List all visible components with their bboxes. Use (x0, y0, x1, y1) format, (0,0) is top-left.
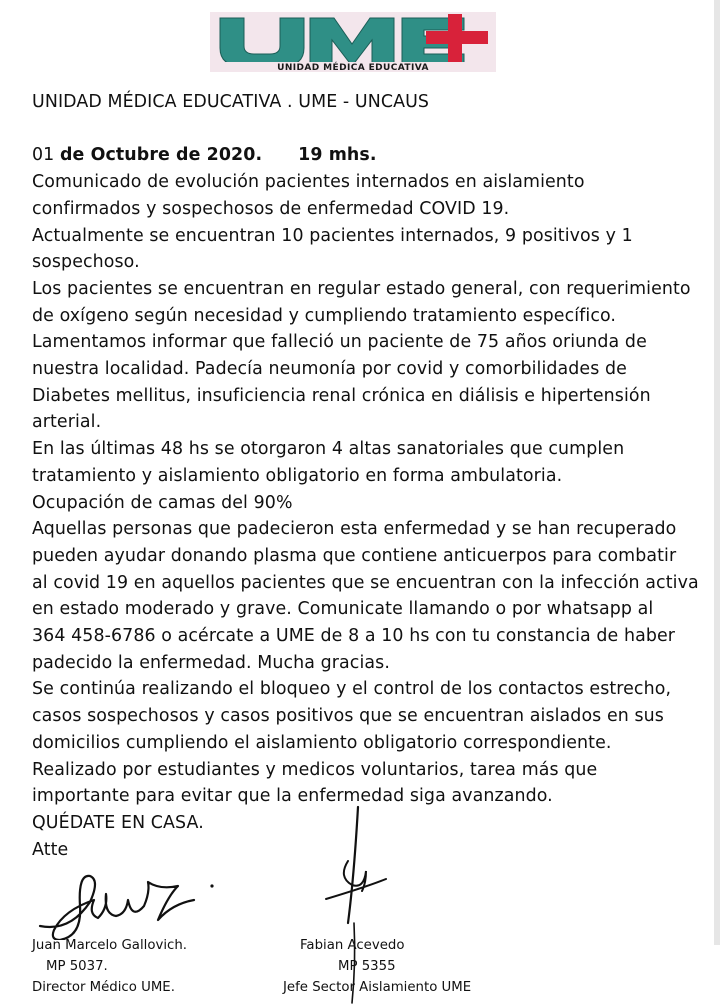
logo-subtitle: UNIDAD MÉDICA EDUCATIVA (277, 63, 429, 72)
body-line: Ocupación de camas del 90% (32, 492, 293, 513)
ume-logo (210, 12, 496, 72)
communique-lines (32, 169, 716, 863)
body-line: al covid 19 en aquellos pacientes que se encuentran con la infección activa (32, 572, 699, 593)
date-day: 01 (32, 145, 55, 166)
signature-right (283, 935, 471, 998)
body-line: QUÉDATE EN CASA. (32, 812, 204, 833)
institution-title: UNIDAD MÉDICA EDUCATIVA . UME - UNCAUS (32, 92, 430, 112)
body-line: 364 458-6786 o acércate a UME de 8 a 10 hs con tu constancia de haber (32, 626, 676, 647)
signer-mp: MP 5037. (46, 959, 108, 974)
body-line: En las últimas 48 hs se otorgaron 4 altas sanatoriales que cumplen (32, 439, 625, 460)
body-line: de oxígeno según necesidad y cumpliendo tratamiento específico. (32, 305, 617, 326)
body-line: nuestra localidad. Padecía neumonía por covid y comorbilidades de (32, 359, 627, 380)
body-line: casos sospechosos y casos positivos que se encuentran aislados en sus (32, 706, 664, 727)
signature-left (32, 935, 187, 998)
signer-role: Jefe Sector Aislamiento UME (283, 980, 472, 995)
body-line: Realizado por estudiantes y medicos voluntarios, tarea más que (32, 759, 598, 780)
signature-left-drawing (36, 868, 226, 940)
signer-mp: MP 5355 (338, 959, 396, 974)
body-line: tratamiento y aislamiento obligatorio en forma ambulatoria. (32, 465, 563, 486)
communique-body (32, 89, 716, 863)
signer-name: Fabian Acevedo (300, 938, 405, 953)
body-line: Actualmente se encuentran 10 pacientes internados, 9 positivos y 1 (32, 225, 633, 246)
body-line: Se continúa realizando el bloqueo y el control de los contactos estrecho, (32, 679, 672, 700)
date-line (32, 142, 716, 169)
date-text: de Octubre de 2020. (59, 145, 263, 166)
body-line: arterial. (32, 412, 102, 433)
body-line: padecido la enfermedad. Mucha gracias. (32, 652, 390, 673)
body-line: confirmados y sospechosos de enfermedad COVID 19. (32, 198, 510, 219)
body-line: sospechoso. (32, 252, 140, 273)
body-line: Aquellas personas que padecieron esta enfermedad y se han recuperado (32, 519, 677, 540)
report-time: 19 mhs. (298, 145, 377, 166)
signer-name: Juan Marcelo Gallovich. (32, 938, 187, 953)
body-line: Los pacientes se encuentran en regular estado general, con requerimiento (32, 278, 691, 299)
body-line: pueden ayudar donando plasma que contiene anticuerpos para combatir (32, 545, 677, 566)
body-line: Diabetes mellitus, insuficiencia renal crónica en diálisis e hipertensión (32, 385, 651, 406)
body-line: domicilios cumpliendo el aislamiento obligatorio correspondiente. (32, 732, 612, 753)
signer-role: Director Médico UME. (32, 980, 175, 995)
body-line: Lamentamos informar que falleció un paciente de 75 años oriunda de (32, 332, 647, 353)
body-line: Comunicado de evolución pacientes internados en aislamiento (32, 172, 585, 193)
body-line: Atte (32, 839, 69, 860)
body-line: importante para evitar que la enfermedad siga avanzando. (32, 786, 553, 807)
body-line: en estado moderado y grave. Comunicate llamando o por whatsapp al (32, 599, 654, 620)
